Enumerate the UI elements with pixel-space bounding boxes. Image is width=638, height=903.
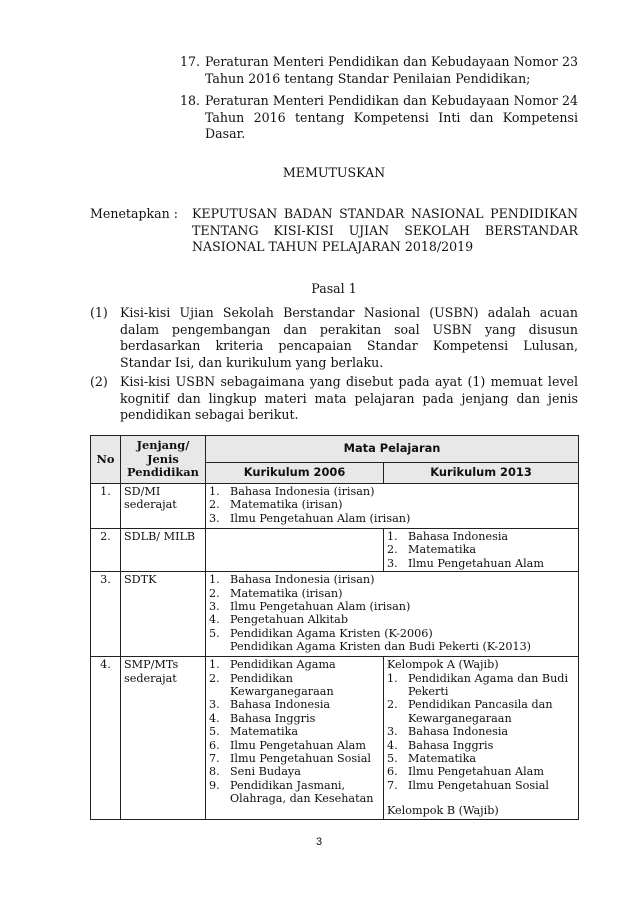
subject-list — [209, 658, 380, 805]
subject-number: 7. — [387, 778, 398, 792]
subject-list — [387, 530, 575, 570]
ayat-line: Kisi-kisi USBN sebagaimana yang disebut pada ayat (1) memuat level — [120, 374, 578, 389]
subject-item: 5. Pendidikan Agama Kristen (K-2006) — [209, 626, 433, 640]
subject-item: 3. Ilmu Pengetahuan Alam (irisan) — [209, 511, 411, 525]
reference-line: Tahun 2016 tentang Standar Penilaian Pendidikan; — [205, 70, 531, 86]
subject-number: 4. — [209, 613, 220, 627]
ayat-line: dalam pengembangan dan perakitan soal USBN yang disusun — [120, 321, 578, 337]
ayat-2 — [90, 374, 578, 424]
reference-line: Dasar. — [205, 126, 246, 142]
ayat-number: (1) — [90, 305, 108, 320]
subject-item: 2. Matematika (irisan) — [209, 498, 343, 512]
subject-number: 5. — [209, 626, 220, 640]
ayat-line: Kisi-kisi Ujian Sekolah Berstandar Nasional (USBN) adalah acuan — [120, 305, 578, 320]
ayat-1 — [90, 305, 578, 371]
subject-number: 1. — [209, 485, 220, 498]
subject-number: 2. — [209, 671, 220, 685]
header-jenjang: Jenjang/ Jenis Pendidikan — [121, 436, 206, 484]
subject-number: 2. — [387, 698, 398, 712]
reference-18 — [180, 93, 578, 143]
pasal-heading: Pasal 1 — [311, 281, 357, 296]
subject-list — [209, 485, 575, 525]
menetapkan-line: NASIONAL TAHUN PELAJARAN 2018/2019 — [192, 239, 474, 255]
reference-line: Peraturan Menteri Pendidikan dan Kebudayaan Nomor 23 — [205, 54, 578, 69]
subject-item: 4. Pengetahuan Alkitab — [209, 613, 348, 627]
subject-number: 6. — [387, 765, 398, 779]
subject-number: 3. — [209, 600, 220, 614]
subject-item: 1. Pendidikan Agama dan Budi Pekerti — [387, 671, 569, 699]
subject-list — [209, 573, 575, 653]
reference-line: Peraturan Menteri Pendidikan dan Kebudayaan Nomor 24 — [205, 93, 578, 108]
table-row — [91, 657, 579, 819]
row-jenjang: SMP/MTs sederajat — [121, 657, 206, 819]
subject-item: 5. Matematika — [387, 752, 477, 766]
subject-item: 6. Ilmu Pengetahuan Alam — [209, 738, 366, 752]
subject-item: 1. Bahasa Indonesia (irisan) — [209, 573, 375, 587]
subjects-kurikulum-2006 — [206, 529, 384, 572]
menetapkan-label: Menetapkan : — [90, 206, 179, 221]
subject-item: 7. Ilmu Pengetahuan Sosial — [387, 778, 549, 792]
header-mata-pelajaran: Mata Pelajaran — [206, 436, 579, 463]
subject-number: 8. — [209, 765, 220, 779]
ayat-number: (2) — [90, 374, 108, 389]
row-jenjang: SDLB/ MILB — [121, 529, 206, 572]
memutuskan-heading: MEMUTUSKAN — [282, 165, 386, 180]
subject-number: 1. — [209, 658, 220, 672]
subject-number: 3. — [387, 725, 398, 739]
subject-number: 1. — [387, 671, 398, 685]
subject-item: Pendidikan Agama Kristen dan Budi Pekerti (K-2013) — [230, 640, 532, 654]
subject-number: 3. — [387, 556, 398, 570]
subject-item: 8. Seni Budaya — [209, 765, 301, 779]
subject-number: 1. — [209, 573, 220, 587]
subject-number: 6. — [209, 738, 220, 752]
subject-item: 1. Pendidikan Agama — [209, 658, 336, 672]
subject-number: 5. — [387, 752, 398, 766]
header-kurikulum-2013: Kurikulum 2013 — [384, 463, 579, 484]
reference-number: 18. — [180, 93, 201, 108]
table-row — [91, 572, 579, 657]
subject-item: 5. Matematika — [209, 725, 299, 739]
reference-number: 17. — [180, 54, 201, 69]
kisi-kisi-table — [90, 435, 579, 820]
table-row — [91, 484, 579, 529]
subjects-kurikulum-2013 — [384, 529, 579, 572]
kelompok-heading: Kelompok A (Wajib) — [387, 658, 499, 672]
ayat-line: Standar Isi, dan kurikulum yang berlaku. — [120, 354, 384, 370]
subject-number: 5. — [209, 725, 220, 739]
subject-number: 2. — [209, 498, 220, 512]
menetapkan-content — [192, 206, 578, 256]
subject-item: 4. Bahasa Inggris — [209, 711, 316, 725]
menetapkan-line: TENTANG KISI-KISI UJIAN SEKOLAH BERSTANDAR — [192, 222, 578, 238]
subjects-kurikulum-2006 — [206, 657, 384, 819]
subject-item: 7. Ilmu Pengetahuan Sosial — [209, 752, 371, 766]
header-kurikulum-2006: Kurikulum 2006 — [206, 463, 384, 484]
subject-item: 2. Pendidikan Kewarganegaraan — [209, 671, 334, 699]
row-number: 3. — [91, 572, 121, 657]
reference-17 — [180, 54, 578, 87]
subjects-both-curricula — [206, 484, 579, 529]
subject-number: 2. — [387, 543, 398, 557]
ayat-line: kognitif dan lingkup materi mata pelajaran pada jenjang dan jenis — [120, 390, 578, 406]
subjects-both-curricula — [206, 572, 579, 657]
kelompok-heading: Kelompok B (Wajib) — [387, 804, 499, 818]
menetapkan-line: KEPUTUSAN BADAN STANDAR NASIONAL PENDIDIKAN — [192, 206, 578, 221]
subject-item: 4. Bahasa Inggris — [387, 738, 494, 752]
page-number: 3 — [315, 836, 323, 848]
subject-number: 4. — [387, 738, 398, 752]
row-number: 2. — [91, 529, 121, 572]
subject-item: 6. Ilmu Pengetahuan Alam — [387, 765, 544, 779]
subject-item: 2. Pendidikan Pancasila dan Kewarganegaraan — [387, 698, 553, 725]
subject-number: 2. — [209, 586, 220, 600]
row-jenjang: SDTK — [121, 572, 206, 657]
subject-list — [387, 672, 575, 793]
subject-item: 9. Pendidikan Jasmani, Olahraga, dan Kesehatan — [209, 778, 374, 806]
subject-number: 3. — [209, 511, 220, 525]
subject-number: 9. — [209, 778, 220, 792]
reference-line: Tahun 2016 tentang Kompetensi Inti dan Kompetensi — [205, 109, 578, 125]
subject-item: 2. Matematika — [387, 543, 477, 557]
subject-number: 1. — [387, 530, 398, 543]
table-row — [91, 529, 579, 572]
subject-number: 7. — [209, 752, 220, 766]
header-no: No — [91, 436, 121, 484]
subject-item: 3. Bahasa Indonesia — [387, 725, 509, 739]
subjects-kurikulum-2013 — [384, 657, 579, 819]
subject-item: 1. Bahasa Indonesia (irisan) — [209, 485, 375, 498]
ayat-line: pendidikan sebagai berikut. — [120, 407, 299, 423]
ayat-line: berdasarkan kriteria pencapaian Standar Kompetensi Lulusan, — [120, 338, 578, 354]
subject-item: 2. Matematika (irisan) — [209, 586, 343, 600]
subject-item: 3. Ilmu Pengetahuan Alam (irisan) — [209, 600, 411, 614]
subject-number: 4. — [209, 711, 220, 725]
row-number: 4. — [91, 657, 121, 819]
row-number: 1. — [91, 484, 121, 529]
subject-item: 1. Bahasa Indonesia — [387, 530, 509, 543]
subject-number: 3. — [209, 698, 220, 712]
row-jenjang: SD/MI sederajat — [121, 484, 206, 529]
subject-item: 3. Bahasa Indonesia — [209, 698, 331, 712]
subject-item: 3. Ilmu Pengetahuan Alam — [387, 556, 544, 570]
